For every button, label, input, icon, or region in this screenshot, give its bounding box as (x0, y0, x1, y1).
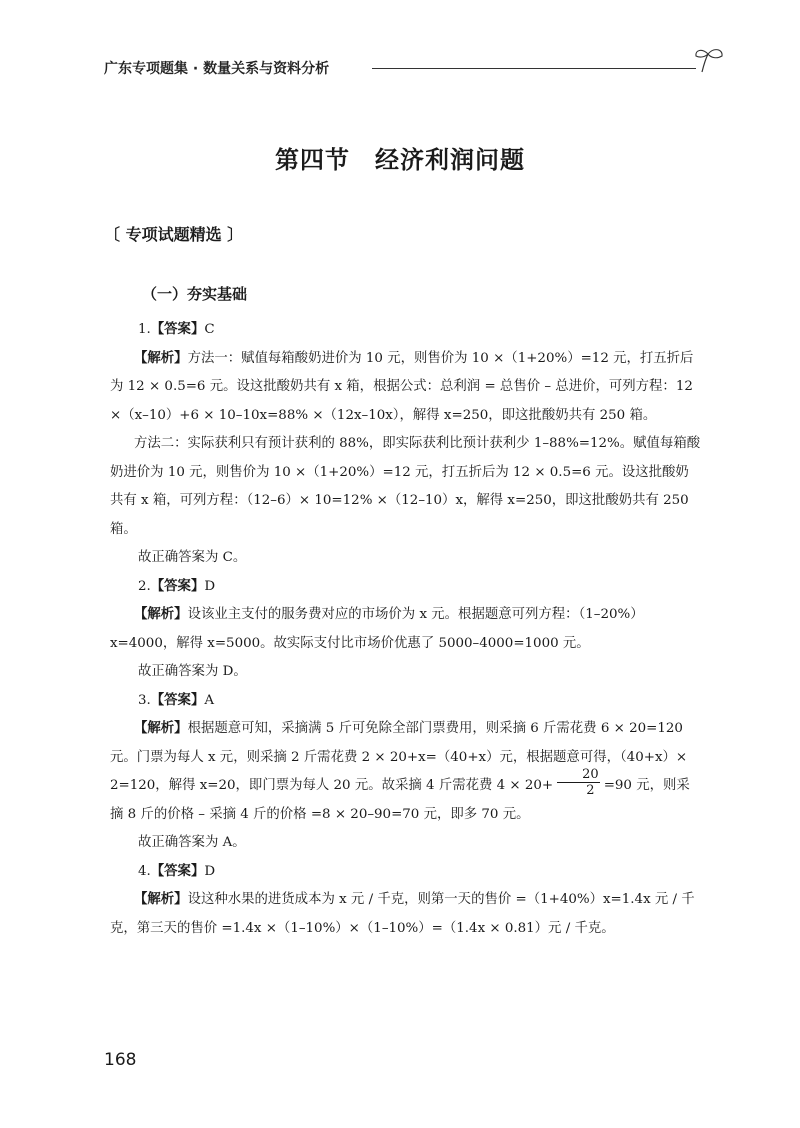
conclusion: 故正确答案为 A。 (138, 835, 246, 850)
sprout-icon (692, 46, 726, 74)
analysis-tag: 【解析】 (134, 607, 188, 622)
answer-value: A (204, 692, 215, 708)
answer-value: D (204, 578, 216, 594)
analysis-text: 方法一：赋值每箱酸奶进价为 10 元，则售价为 10 ×（1+20%）=12 元，打五折后为 12 × 0.5=6 元。设这批酸奶共有 x 箱，根据公式：总利润 = 总售价 – 总进价，可列方程：12 ×（x–10）+6 × 10–10x=88% ×（12x–10x），解得 x=250，即这批酸奶共有 250 箱。 (110, 350, 694, 423)
subsection-heading: 〔 专项试题精选 〕 (104, 225, 244, 244)
header-rule (372, 68, 696, 69)
answer-line-3 (110, 687, 702, 716)
analysis-tag: 【解析】 (134, 721, 188, 736)
answer-number: 4. (138, 863, 151, 879)
analysis-text: 根据题意可知，采摘满 5 斤可免除全部门票费用，则采摘 6 斤需花费 6 × 20=120 元。门票为每人 x 元，则采摘 2 斤需花费 2 × 20+x=（40+x）元，根据题意可得，（40+x）× 2=120，解得 x=20，即门票为每人 20 元。故采摘 4 斤需花费 4 × 20+ (110, 721, 688, 793)
answer-tag: 【答案】 (150, 578, 205, 594)
answer-line-2 (110, 573, 702, 602)
fraction (557, 767, 600, 798)
part-title: （一）夯实基础 (142, 285, 248, 303)
analysis-tag: 【解析】 (134, 892, 188, 907)
analysis-text: 设这种水果的进货成本为 x 元 / 千克，则第一天的售价 =（1+40%）x=1.4x 元 / 千克，第三天的售价 =1.4x ×（1–10%）×（1–10%）=（1.4x × 0.81）元 / 千克。 (110, 892, 695, 936)
answer-tag: 【答案】 (150, 692, 205, 708)
running-header (104, 52, 724, 80)
analysis-paragraph (110, 715, 702, 829)
analysis-tag: 【解析】 (134, 350, 188, 366)
analysis-paragraph (110, 601, 702, 658)
answer-line-1 (110, 316, 702, 345)
answer-content (110, 316, 702, 943)
answer-value: C (204, 322, 215, 337)
fraction-numerator: 20 (557, 767, 600, 783)
section-title: 第四节 经济利润问题 (275, 146, 525, 174)
fraction-denominator: 2 (586, 783, 595, 798)
analysis-text: 方法二：实际获利只有预计获利的 88%，即实际获利比预计获利少 1–88%=12%。赋值每箱酸奶进价为 10 元，则售价为 10 ×（1+20%）=12 元，打五折后为 12 × 0.5=6 元。设这批酸奶共有 x 箱，可列方程：（12–6）× 10=12% ×（12–10）x，解得 x=250，即这批酸奶共有 250 箱。 (110, 436, 701, 537)
conclusion: 故正确答案为 D。 (138, 664, 247, 679)
analysis-paragraph (110, 430, 702, 544)
answer-tag: 【答案】 (150, 863, 205, 879)
conclusion: 故正确答案为 C。 (138, 550, 247, 565)
page-number: 168 (104, 1050, 137, 1070)
answer-tag: 【答案】 (150, 322, 205, 337)
answer-number: 2. (138, 578, 151, 594)
answer-number: 1. (138, 322, 151, 337)
analysis-paragraph (110, 886, 702, 943)
analysis-paragraph (110, 345, 702, 431)
book-title: 广东专项题集 · 数量关系与资料分析 (104, 61, 330, 77)
answer-line-4 (110, 858, 702, 887)
analysis-text: =90 元，则采摘 8 斤的价格 – 采摘 4 斤的价格 =8 × 20–90=70 元，即多 70 元。 (110, 778, 690, 822)
answer-value: D (204, 863, 216, 879)
answer-number: 3. (138, 692, 151, 708)
analysis-text: 设该业主支付的服务费对应的市场价为 x 元。根据题意可列方程：（1–20%）x=4000，解得 x=5000。故实际支付比市场价优惠了 5000–4000=1000 元。 (110, 607, 644, 651)
